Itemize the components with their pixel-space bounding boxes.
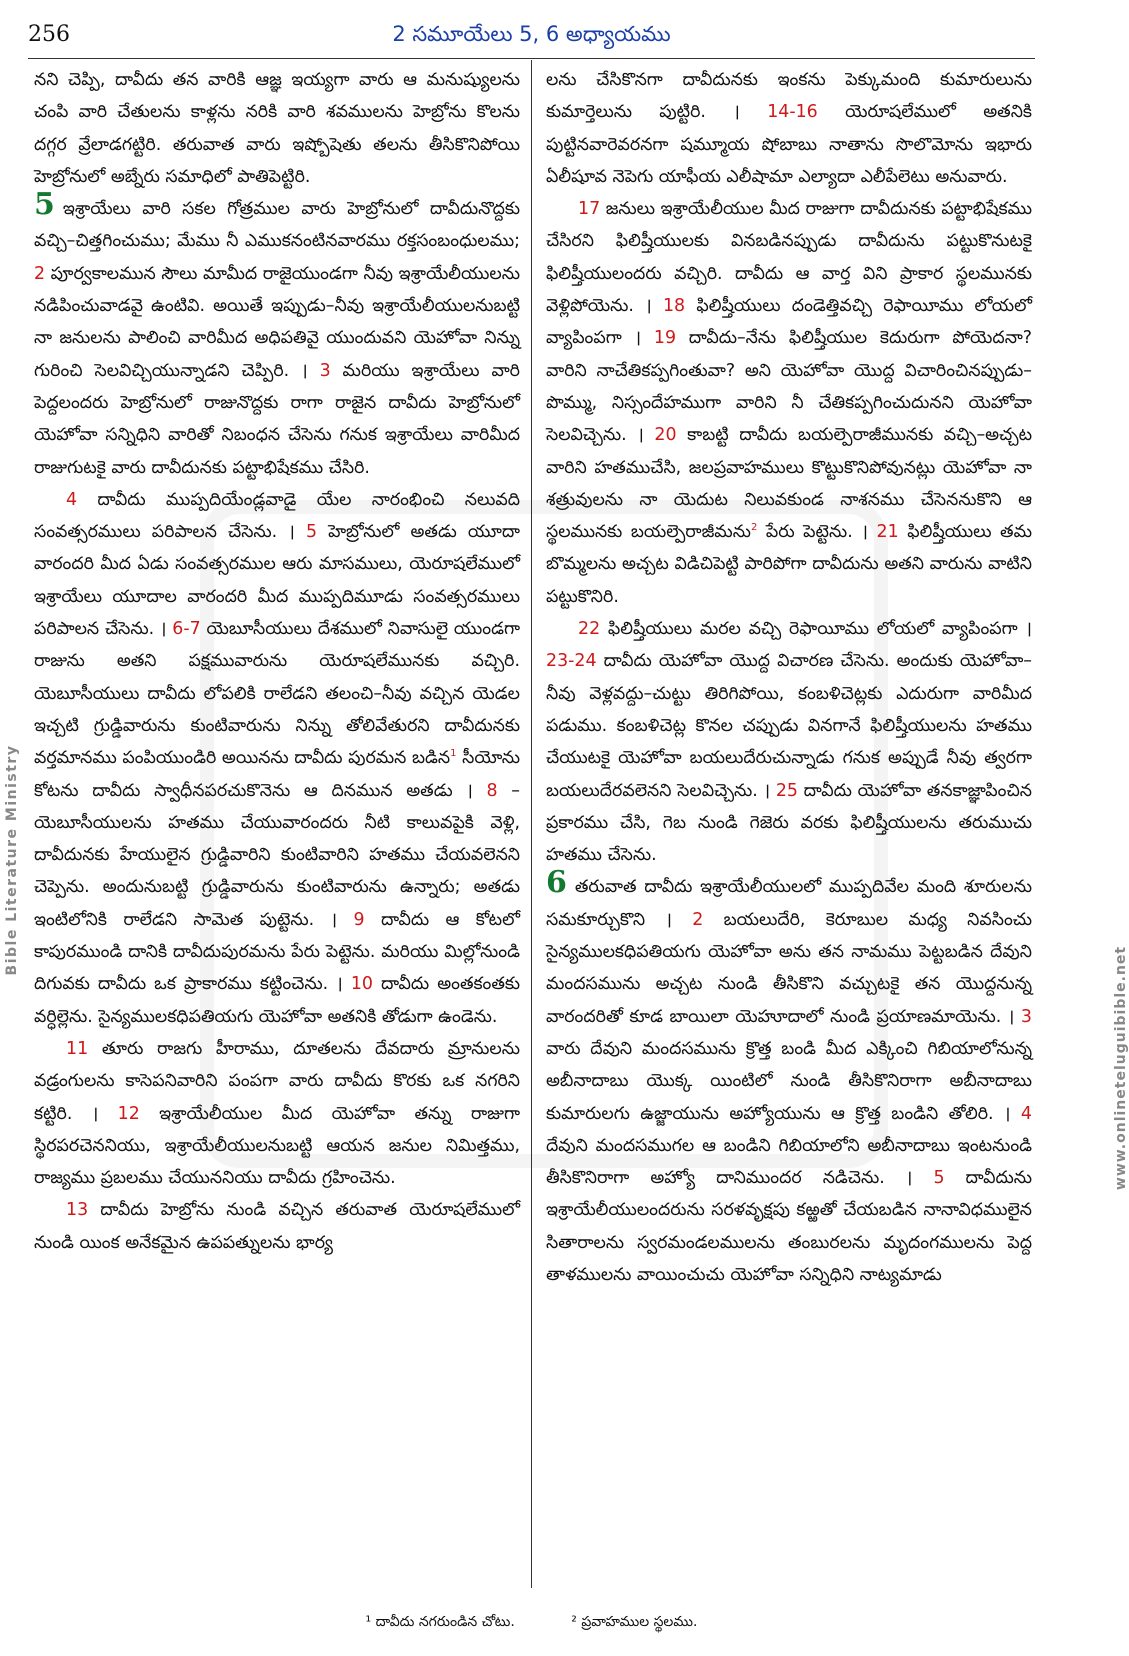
chapter-number: 6 xyxy=(546,865,567,901)
paragraph xyxy=(546,865,1032,1291)
verse-text: లను చేసికొనగా దావీదునకు ఇంకను పెక్కుమంది కుమారులును కుమార్తెలును పుట్టిరి. । xyxy=(546,70,1032,123)
verse-number: 4 xyxy=(66,489,78,510)
verse-text: మరియు ఇశ్రాయేలు వారి పెద్దలందరు హెబ్రోనులో రాజునొద్దకు రాగా రాజైన దావీదు హెబ్రోనులో యెహోవా సన్నిధిని వారితో నిబంధన చేసెను గనుక ఇశ్రాయేలు వారిమీద రాజుగుటకై వారు దావీదునకు పట్టాభిషేకము చేసిరి. xyxy=(34,360,520,478)
footnote-2: ² ప్రవాహముల స్థలము. xyxy=(571,1614,698,1630)
verse-text: తూరు రాజగు హీరాము, దూతలను దేవదారు మ్రానులను వడ్రంగులను కాసెపనివారిని పంపగా వారు దావీదు కొరకు ఒక నగరిని కట్టిరి. । xyxy=(34,1038,520,1124)
verse-text: యెరూషలేములో అతనికి పుట్టినవారెవరనగా షమ్మూయ షోబాబు నాతాను సొలొమోను ఇభారు ఏలీషూవ నెపెగు యాఫీయ ఎలీషామా ఎల్యాదా ఎలీపేలెటు అనువారు. xyxy=(546,102,1032,187)
verse-number: 6-7 xyxy=(172,619,201,640)
verse-text: బయలుదేరి, కెరూబుల మధ్య నివసించు సైన్యములకధిపతియగు యెహోవా అను తన నామము పెట్టబడిన దేవుని మందసమును అచ్చట నుండి తీసికొని వచ్చుటకై తన యొద్దనున్న వారందరితో కూడ బాయిలా యెహూదాలో నుండి ప్రయాణమాయెను. । xyxy=(546,909,1032,1027)
verse-text: జనులు ఇశ్రాయేలీయుల మీద రాజుగా దావీదునకు పట్టాభిషేకము చేసిరని ఫిలిష్తీయులకు వినబడినప్పుడు దావీదును పట్టుకొనుటకై ఫిలిష్తీయులందరు వచ్చిరి. దావీదు ఆ వార్త విని ప్రాకార స్థలమునకు వెళ్లిపోయెను. । xyxy=(546,199,1032,317)
verse-text: పూర్వకాలమున సౌలు మామీద రాజైయుండగా నీవు ఇశ్రాయేలీయులను నడిపించువాడవై ఉంటివి. అయితే ఇప్పుడు–నీవు ఇశ్రాయేలీయులనుబట్టి నా జనులను పాలించి వారిమీద అధిపతివై యుందువని యెహోవా నిన్ను గురించి సెలవిచ్చియున్నాడని చెప్పిరి. । xyxy=(34,263,520,381)
verse-number: 5 xyxy=(305,522,318,543)
verse-text: వారు దేవుని మందసమును క్రొత్త బండి మీద ఎక్కించి గిబియాలోనున్న అబీనాదాబు యొక్క యింటిలో నుండి తీసికొనిరాగా అబీనాదాబు కుమారులగు ఉజ్జాయును అహ్యోయును ఆ క్రొత్త బండిని తోలిరి. । xyxy=(546,1038,1032,1124)
right-column xyxy=(546,64,1032,1588)
side-text-left: Bible Literature Ministry xyxy=(4,744,20,976)
verse-number: 5 xyxy=(933,1168,945,1189)
verse-text: దావీదు అంతకంతకు వర్ధిల్లెను. సైన్యములకధిపతియగు యెహోవా అతనికి తోడుగా ఉండెను. xyxy=(34,974,520,1027)
verse-number: 3 xyxy=(319,360,331,381)
verse-text: దావీదు–నేను ఫిలిష్తీయుల కెదురుగా పోయెదనా? వారిని నాచేతికప్పగింతువా? అని యెహోవా యొద్ద విచారించినప్పుడు–పొమ్ము, నిస్సందేహముగా వారిని నీ చేతికప్పగించుదునని యెహోవా సెలవిచ్చెను. । xyxy=(546,328,1032,446)
verse-number: 19 xyxy=(653,328,677,349)
verse-number: 17 xyxy=(578,199,601,220)
verse-text: దావీదు హెబ్రోను నుండి వచ్చిన తరువాత యెరూషలేములో నుండి యింక అనేకమైన ఉపపత్నులను భార్య xyxy=(34,1200,520,1253)
verse-number: 21 xyxy=(876,522,899,543)
left-column xyxy=(34,64,520,1588)
verse-text: సీయోను కోటను దావీదు స్వాధీనపరచుకొనెను ఆ దినమున అతడు । xyxy=(34,748,520,801)
verse-number: 2 xyxy=(692,909,704,930)
verse-text: దేవుని మందసముగల ఆ బండిని గిబియాలోని అబీనాదాబు ఇంటనుండి తీసికొనిరాగా అహ్యో దానిముందర నడిచెను. । xyxy=(546,1135,1032,1189)
verse-text: ఫిలిష్తీయులు తమ బొమ్మలను అచ్చట విడిచిపెట్టి పారిపోగా దావీదును అతని వారును వాటిని పట్టుకొనిరి. xyxy=(546,522,1032,607)
verse-text: యెబూసీయులు దేశములో నివాసులై యుండగా రాజును అతని పక్షమువారును యెరూషలేమునకు వచ్చిరి. యెబూసీయులు దావీదు లోపలికి రాలేడని తలంచి–నీవు వచ్చిన యెడల ఇచ్చటి గ్రుడ్డివారును కుంటివారును నిన్ను తోలివేతురని దావీదునకు వర్తమానము పంపియుండిరి అయినను దావీదు పురమన బడిన xyxy=(34,619,520,769)
verse-number: 14-16 xyxy=(767,102,818,123)
verse-number: 4 xyxy=(1020,1103,1032,1124)
verse-text: –యెబూసీయులను హతము చేయువారందరు నీటి కాలువపైకి వెళ్లి, దావీదునకు హేయులైన గ్రుడ్డివారిని కుంటివారిని హతము చేయవలెనని చెప్పెను. అందునుబట్టి గ్రుడ్డివారును కుంటివారును ఉన్నారు; అతడు ఇంటిలోనికి రాలేడని సామెత పుట్టెను. । xyxy=(34,780,520,930)
verse-number: 22 xyxy=(578,619,601,640)
verse-number: 25 xyxy=(775,780,798,801)
verse-text: ఫిలిష్తీయులు మరల వచ్చి రెఫాయీము లోయలో వ్యాపింపగా । xyxy=(600,619,1032,640)
verse-text: ఇశ్రాయేలీయుల మీద యెహోవా తన్ను రాజుగా స్థిరపరచెననియు, ఇశ్రాయేలీయులనుబట్టి ఆయన జనుల నిమిత్తము, రాజ్యము ప్రబలము చేయుననియు దావీదు గ్రహించెను. xyxy=(34,1103,520,1189)
verse-text: తరువాత దావీదు ఇశ్రాయేలీయులలో ముప్పదివేల మంది శూరులను సమకూర్చుకొని । xyxy=(546,877,1032,930)
paragraph xyxy=(34,64,520,193)
verse-text: నని చెప్పి, దావీదు తన వారికి ఆజ్ఞ ఇయ్యగా వారు ఆ మనుష్యులను చంపి వారి చేతులను కాళ్లను నరికి వారి శవములను హెబ్రోను కొలను దగ్గర వ్రేలాడగట్టిరి. తరువాత వారు ఇష్బోషెతు తలను తీసికొనిపోయి హెబ్రోనులో అబ్నేరు సమాధిలో పాతిపెట్టిరి. xyxy=(34,70,520,187)
paragraph xyxy=(34,1033,520,1194)
header-rule xyxy=(28,58,1035,59)
verse-text: దావీదు ఆ కోటలో కాపురముండి దానికి దావీదుపురమను పేరు పెట్టెను. మరియు మిల్లోనుండి దిగువకు దావీదు ఒక ప్రాకారము కట్టించెను. । xyxy=(34,909,520,995)
verse-number: 10 xyxy=(350,974,373,995)
verse-number: 20 xyxy=(654,425,677,446)
side-text-right: www.onlineteluguibible.net xyxy=(1112,945,1129,1191)
verse-number: 13 xyxy=(66,1200,89,1221)
verse-number: 12 xyxy=(117,1103,140,1124)
verse-number: 9 xyxy=(353,909,365,930)
footnote-marker: 2 xyxy=(750,522,758,534)
paragraph xyxy=(546,64,1032,193)
verse-number: 3 xyxy=(1020,1006,1032,1027)
paragraph xyxy=(34,1194,520,1259)
column-divider xyxy=(531,60,532,1588)
verse-text: ఇశ్రాయేలు వారి సకల గోత్రముల వారు హెబ్రోనులో దావీదునొద్దకు వచ్చి–చిత్తగించుము; మేము నీ ఎముకనంటినవారము రక్తసంబంధులము; xyxy=(34,199,520,252)
verse-text: హెబ్రోనులో అతడు యూదా వారందరి మీద ఏడు సంవత్సరముల ఆరు మాసములు, యెరూషలేములో ఇశ్రాయేలు యూదాల వారందరి మీద ముప్పదిమూడు సంవత్సరములు పరిపాలన చేసెను. । xyxy=(34,522,520,640)
verse-text: పేరు పెట్టెను. । xyxy=(757,522,877,543)
paragraph xyxy=(546,613,1032,871)
footnote-1: ¹ దావీదు నగరుండిన చోటు. xyxy=(365,1614,515,1630)
verse-text: కాబట్టి దావీదు బయల్పెరాజీమునకు వచ్చి–అచ్చట వారిని హతముచేసి, జలప్రవాహములు కొట్టుకొనిపోవునట్లు యెహోవా నా శత్రువులను నా యెదుట నిలువకుండ నాశనము చేసెననుకొని ఆ స్థలమునకు బయల్పెరాజీమను xyxy=(546,425,1032,543)
verse-number: 8 xyxy=(486,780,498,801)
verse-text: దావీదు ముప్పదియేండ్లవాడై యేల నారంభించి నలువది సంవత్సరములు పరిపాలన చేసెను. । xyxy=(34,489,520,543)
verse-number: 11 xyxy=(66,1038,89,1059)
verse-text: దావీదును ఇశ్రాయేలీయులందరును సరళవృక్షపు కఱ్ఱతో చేయబడిన నానావిధములైన సితారాలను స్వరమండలములను తంబురలను మృదంగములను పెద్ద తాళములను వాయించుచు యెహోవా సన్నిధిని నాట్యమాడు xyxy=(546,1168,1032,1285)
verse-number: 23-24 xyxy=(546,651,597,672)
verse-text: దావీదు యెహోవా తనకాజ్ఞాపించిన ప్రకారము చేసి, గెబ నుండి గెజెరు వరకు ఫిలిష్తీయులను తరుముచు హతము చేసెను. xyxy=(546,780,1032,866)
paragraph xyxy=(34,484,520,1033)
chapter-number: 5 xyxy=(34,187,55,223)
verse-number: 18 xyxy=(662,296,686,317)
footnote-marker: 1 xyxy=(450,748,457,760)
verse-text: దావీదు యెహోవా యొద్ద విచారణ చేసెను. అందుకు యెహోవా–నీవు వెళ్లవద్దు–చుట్టు తిరిగిపోయి, కంబళిచెట్లకు ఎదురుగా వారిమీద పడుము. కంబళిచెట్ల కొనల చప్పుడు వినగానే ఫిలిష్తీయులను హతము చేయుటకై యెహోవా బయలుదేరుచున్నాడు గనుక అప్పుడే నీవు త్వరగా బయలుదేరవలెనని సెలవిచ్చెను. । xyxy=(546,651,1032,801)
footnotes xyxy=(0,1614,1063,1633)
running-head: 2 సమూయేలు 5, 6 అధ్యాయము xyxy=(392,22,671,46)
page-number: 256 xyxy=(28,22,70,47)
paragraph xyxy=(546,193,1032,613)
verse-number: 2 xyxy=(34,263,46,284)
verse-text: ఫిలిష్తీయులు దండెత్తివచ్చి రెఫాయీము లోయలో వ్యాపింపగా । xyxy=(546,296,1032,349)
paragraph xyxy=(34,187,520,484)
